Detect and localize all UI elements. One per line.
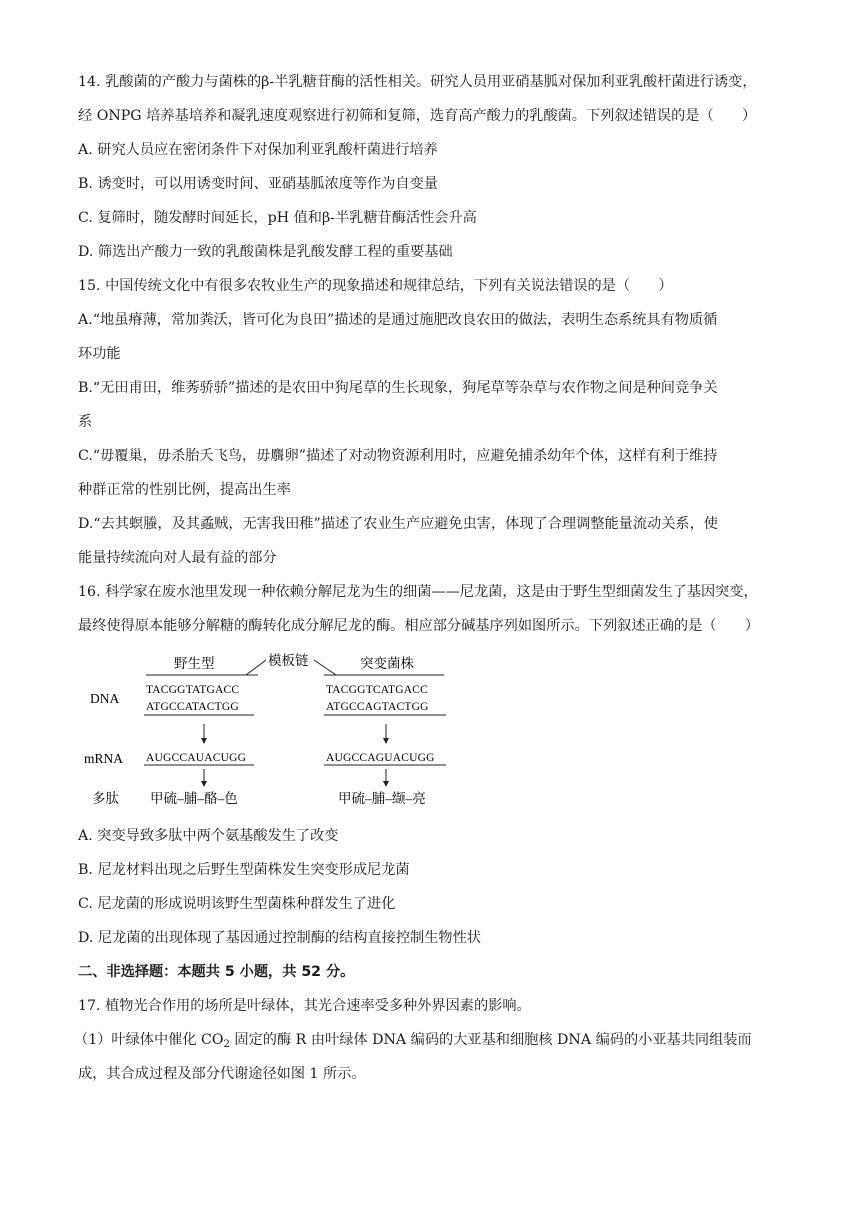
wild-dna-top-strand: TACGGTATGACC: [146, 684, 240, 696]
q17-stem: 17. 植物光合作用的场所是叶绿体，其光合速率受多种外界因素的影响。: [78, 998, 531, 1014]
mutant-dna-bottom-strand: ATGCCAGTACTGG: [326, 701, 429, 713]
q14-stem-line2: 经 ONPG 培养基培养和凝乳速度观察进行初筛和复筛，选育高产酸力的乳酸菌。下列叙述错误的是（ ）: [78, 108, 757, 124]
q15-option-c-line1: C.“毋覆巢，毋杀胎夭飞鸟，毋麛卵”描述了对动物资源利用时，应避免捕杀幼年个体，这样有利于维持: [78, 448, 718, 464]
mutant-strain-label: 突变菌株: [360, 656, 414, 671]
template-pointer-right: [314, 660, 336, 675]
peptide-row-label: 多肽: [92, 791, 119, 806]
q17-part1-line2: 成，其合成过程及部分代谢途径如图 1 所示。: [78, 1066, 366, 1082]
q16-option-d: D. 尼龙菌的出现体现了基因通过控制酶的结构直接控制生物性状: [78, 930, 481, 946]
q15-option-d-line1: D.“去其螟螣，及其蟊贼，无害我田稚”描述了农业生产应避免虫害，体现了合理调整能量流动关系，使: [78, 516, 718, 532]
q17-part1-line1: [74, 1030, 752, 1055]
mutant-arrow-head-1: [383, 738, 389, 744]
q16-option-c: C. 尼龙菌的形成说明该野生型菌株种群发生了进化: [78, 896, 396, 912]
q15-stem: 15. 中国传统文化中有很多农牧业生产的现象描述和规律总结，下列有关说法错误的是（ ）: [78, 278, 673, 294]
q15-option-a-line2: 环功能: [78, 346, 121, 362]
q16-stem-line1: 16. 科学家在废水池里发现一种依赖分解尼龙为生的细菌——尼龙菌，这是由于野生型细菌发生了基因突变，: [78, 584, 758, 600]
q17-part1-pre: （1）叶绿体中催化 CO: [74, 1032, 224, 1048]
q16-stem-line2: 最终使得原本能够分解糖的酶转化成分解尼龙的酶。相应部分碱基序列如图所示。下列叙述正确的是（ ）: [78, 618, 760, 634]
dna-mutation-diagram: [78, 648, 478, 818]
mutant-mrna: AUGCCAGUACUGG: [326, 752, 435, 764]
q14-option-c: C. 复筛时，随发酵时间延长，pH 值和β-半乳糖苷酶活性会升高: [78, 210, 477, 226]
wild-arrow-head-1: [201, 738, 207, 744]
wild-mrna: AUGCCAUACUGG: [146, 752, 247, 764]
q16-option-b: B. 尼龙材料出现之后野生型菌株发生突变形成尼龙菌: [78, 862, 410, 878]
q15-option-b-line2: 系: [78, 414, 93, 430]
mutant-peptide: 甲硫–脯–缬–亮: [338, 791, 426, 806]
mutant-dna-top-strand: TACGGTCATGACC: [326, 684, 428, 696]
section-heading: 二、非选择题：本题共 5 小题，共 52 分。: [78, 964, 355, 980]
wild-dna-bottom-strand: ATGCCATACTGG: [146, 701, 239, 713]
co2-subscript: 2: [223, 1039, 230, 1050]
mutant-arrow-head-2: [383, 781, 389, 787]
q15-option-b-line1: B.“无田甫田，维莠骄骄”描述的是农田中狗尾草的生长现象，狗尾草等杂草与农作物之间是种间竞争关: [78, 380, 718, 396]
q14-stem-line1: 14. 乳酸菌的产酸力与菌株的β-半乳糖苷酶的活性相关。研究人员用亚硝基胍对保加利亚乳酸杆菌进行诱变，: [78, 74, 757, 90]
template-pointer-left: [246, 660, 266, 675]
dna-row-label: DNA: [90, 691, 120, 706]
q14-option-a: A. 研究人员应在密闭条件下对保加利亚乳酸杆菌进行培养: [78, 142, 438, 158]
wild-peptide: 甲硫–脯–酪–色: [150, 791, 238, 806]
q17-part1-post: 固定的酶 R 由叶绿体 DNA 编码的大亚基和细胞核 DNA 编码的小亚基共同组装而: [229, 1032, 752, 1048]
q14-option-b: B. 诱变时，可以用诱变时间、亚硝基胍浓度等作为自变量: [78, 176, 438, 192]
q16-option-a: A. 突变导致多肽中两个氨基酸发生了改变: [78, 828, 339, 844]
template-strand-label: 模板链: [268, 653, 309, 668]
q15-option-c-line2: 种群正常的性别比例，提高出生率: [78, 482, 291, 498]
wild-type-label: 野生型: [174, 656, 215, 671]
q15-option-d-line2: 能量持续流向对人最有益的部分: [78, 550, 277, 566]
q15-option-a-line1: A.“地虽瘠薄，常加粪沃，皆可化为良田”描述的是通过施肥改良农田的做法，表明生态系统具有物质循: [78, 312, 718, 328]
wild-arrow-head-2: [201, 781, 207, 787]
mrna-row-label: mRNA: [84, 751, 124, 766]
q14-option-d: D. 筛选出产酸力一致的乳酸菌株是乳酸发酵工程的重要基础: [78, 244, 453, 260]
